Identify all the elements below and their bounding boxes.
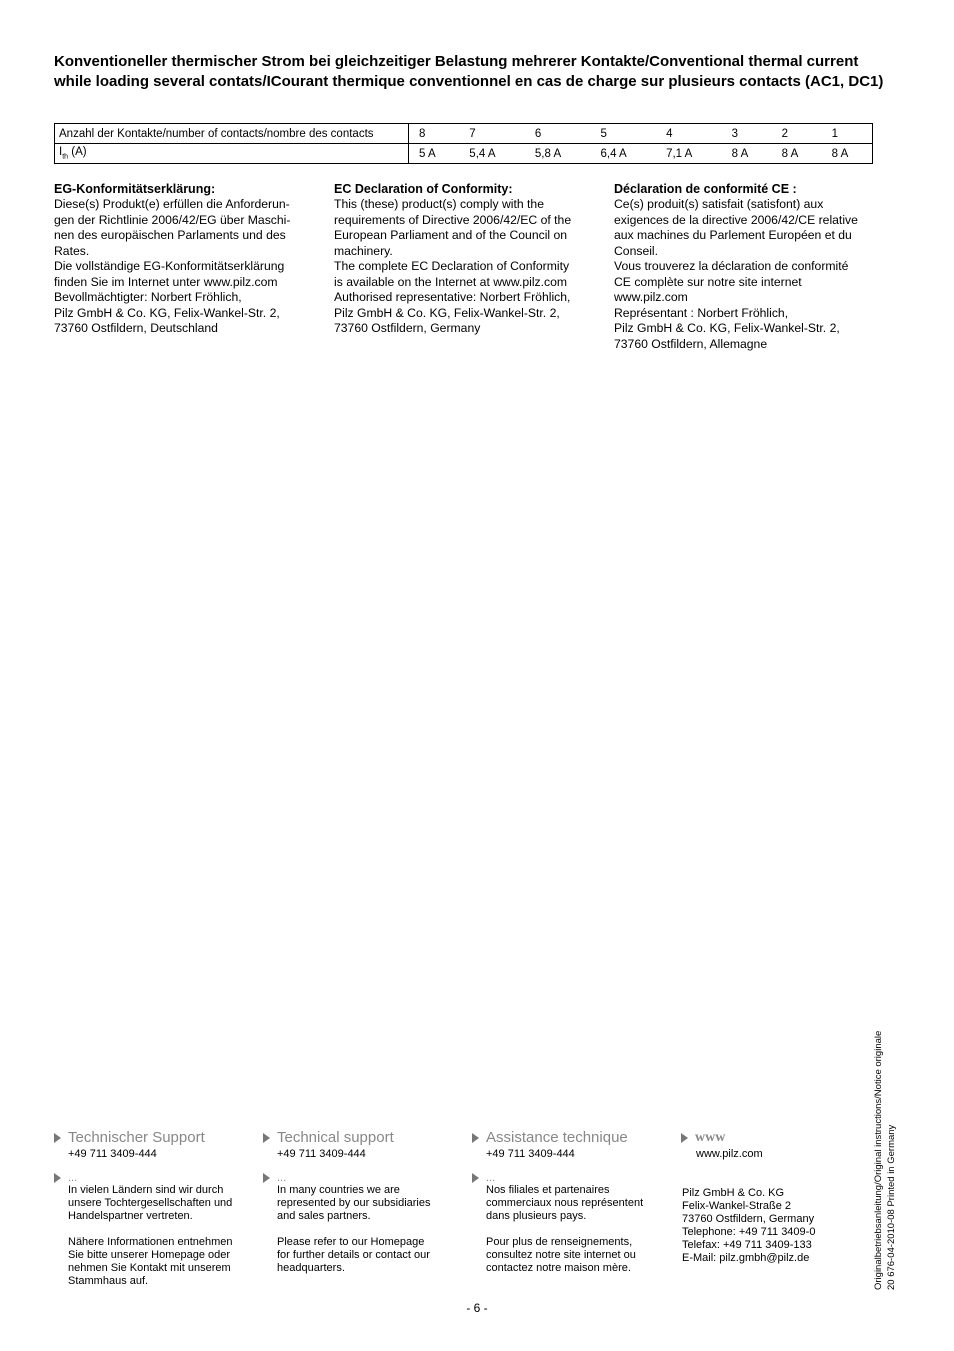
table-cell: 8 A xyxy=(772,144,822,164)
declaration-heading: Déclaration de conformité CE : xyxy=(614,182,797,196)
declaration-body: Diese(s) Produkt(e) erfüllen die Anforderun- gen der Richtlinie 2006/42/EG über Maschi- nen des europäischen Parlaments und des Rates. Die vollständige EG-Konformitätserklärung finden Sie im Internet unter www.pilz.com Bevollmächtigter: Norbert Fröhlich, Pilz GmbH & Co. KG, Felix-Wankel-Str. 2, 73760 Ostfildern, Deutschland xyxy=(54,197,291,335)
table-cell: 8 A xyxy=(722,144,772,164)
vertical-line: Originalbetriebsanleitung/Original instructions/Notice originale xyxy=(873,1030,884,1290)
table-cell: 5 A xyxy=(409,144,460,164)
footer-text: In vielen Ländern sind wir durch unsere Tochtergesellschaften und Handelspartner vertreten. xyxy=(68,1184,233,1222)
triangle-right-icon xyxy=(54,1173,61,1183)
vertical-line: 20 676-04-2010-08 Printed in Germany xyxy=(886,1124,897,1290)
declaration-heading: EG-Konformitätserklärung: xyxy=(54,182,216,196)
declaration-body: Ce(s) produit(s) satisfait (satisfont) aux exigences de la directive 2006/42/CE relative aux machines du Parlement Européen et du Conseil. Vous trouverez la déclaration de conformité CE complète sur notre site internet www.pilz.com Représentant : Norbert Fröhlich, Pilz GmbH & Co. KG, Felix-Wankel-Str. 2, 73760 Ostfildern, Allemagne xyxy=(614,197,858,351)
footer-text: Pour plus de renseignements, consultez notre site internet ou contactez notre maison mère. xyxy=(486,1236,636,1274)
support-phone: +49 711 3409-444 xyxy=(68,1148,157,1160)
declaration-fr xyxy=(614,181,879,352)
table-cell: 7 xyxy=(459,124,525,144)
company-address: Pilz GmbH & Co. KG Felix-Wankel-Straße 2 73760 Ostfildern, Germany Telephone: +49 711 3409-0 Telefax: +49 711 3409-133 E-Mail: pilz.gmbh@pilz.de xyxy=(682,1187,816,1264)
footer-text: In many countries we are represented by our subsidiaries and sales partners. xyxy=(277,1184,431,1222)
footer-text: Nos filiales et partenaires commerciaux nous représentent dans plusieurs pays. xyxy=(486,1184,644,1222)
triangle-right-icon xyxy=(263,1133,270,1143)
declaration-body: This (these) product(s) comply with the requirements of Directive 2006/42/EC of the European Parliament and of the Council on machinery. The complete EC Declaration of Conformity is available on the Internet at www.pilz.com Authorised representative: Norbert Fröhlich, Pilz GmbH & Co. KG, Felix-Wankel-Str. 2, 73760 Ostfildern, Germany xyxy=(334,197,572,335)
table-cell: 6,4 A xyxy=(590,144,656,164)
table-cell: 6 xyxy=(525,124,591,144)
website-link[interactable]: www.pilz.com xyxy=(696,1148,763,1160)
footer-heading: www xyxy=(695,1130,726,1145)
table-cell: 4 xyxy=(656,124,722,144)
triangle-right-icon xyxy=(681,1133,688,1143)
footer-text: Nähere Informationen entnehmen Sie bitte unserer Homepage oder nehmen Sie Kontakt mit unserem Stammhaus auf. xyxy=(68,1236,233,1287)
page-number: - 6 - xyxy=(466,1301,488,1315)
label-unit: (A) xyxy=(68,146,87,159)
declaration-en xyxy=(334,181,596,337)
thermal-current-table xyxy=(54,123,873,164)
footer-heading: Assistance technique xyxy=(486,1129,628,1146)
footer-www xyxy=(681,1128,851,1265)
table-cell: 1 xyxy=(822,124,873,144)
page-title: Konventioneller thermischer Strom bei gleichzeitiger Belastung mehrerer Kontakte/Conventional thermal current while loading several contats/ICourant thermique conventionnel en cas de charge sur plusieurs contacts (AC1, DC1) xyxy=(54,53,884,90)
table-cell: 5,4 A xyxy=(459,144,525,164)
table-cell: 7,1 A xyxy=(656,144,722,164)
footer-support-en xyxy=(263,1128,453,1275)
triangle-right-icon xyxy=(472,1133,479,1143)
contacts-row-label: Anzahl der Kontakte/number of contacts/nombre des contacts xyxy=(55,124,409,144)
table-cell: 8 A xyxy=(822,144,873,164)
table-cell: 5 xyxy=(590,124,656,144)
ellipsis: ... xyxy=(277,1172,287,1184)
table-row xyxy=(55,144,873,164)
declaration-heading: EC Declaration of Conformity: xyxy=(334,182,513,196)
label-subscript: th xyxy=(62,153,69,161)
vertical-document-info xyxy=(872,1031,898,1290)
footer-heading: Technical support xyxy=(277,1129,394,1146)
table-cell: 3 xyxy=(722,124,772,144)
footer-support-fr xyxy=(472,1128,662,1275)
support-phone: +49 711 3409-444 xyxy=(277,1148,366,1160)
table-cell: 2 xyxy=(772,124,822,144)
label-symbol: I xyxy=(59,146,63,159)
footer-text: Please refer to our Homepage for further details or contact our headquarters. xyxy=(277,1236,430,1274)
triangle-right-icon xyxy=(472,1173,479,1183)
ellipsis: ... xyxy=(486,1172,496,1184)
triangle-right-icon xyxy=(54,1133,61,1143)
table-row xyxy=(55,124,873,144)
support-phone: +49 711 3409-444 xyxy=(486,1148,575,1160)
table-cell: 5,8 A xyxy=(525,144,591,164)
footer-support-de xyxy=(54,1128,244,1288)
table-cell: 8 xyxy=(409,124,460,144)
ellipsis: ... xyxy=(68,1172,78,1184)
triangle-right-icon xyxy=(263,1173,270,1183)
footer-heading: Technischer Support xyxy=(68,1129,205,1146)
current-row-label xyxy=(55,144,409,164)
declaration-de xyxy=(54,181,316,337)
